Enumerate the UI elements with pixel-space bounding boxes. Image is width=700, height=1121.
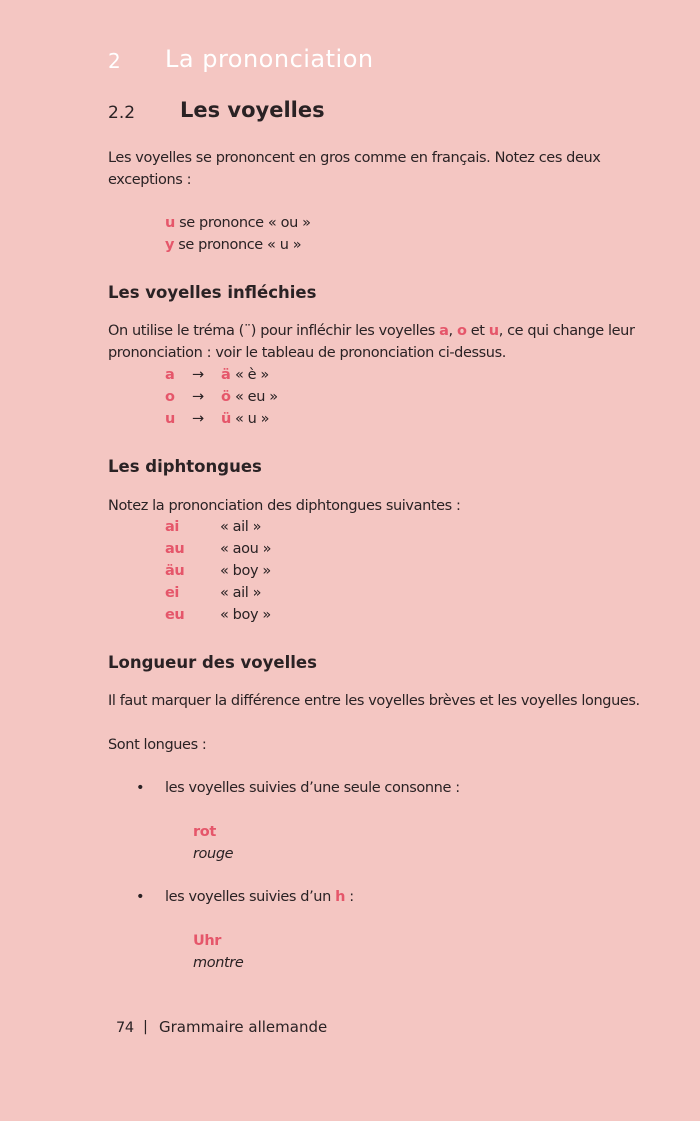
page-number: 74 xyxy=(116,1020,134,1036)
exception-text: se prononce « u » xyxy=(178,237,302,253)
bullet-text: les voyelles suivies d’une seule consonne : xyxy=(165,780,460,796)
letter: u xyxy=(165,215,175,231)
sound: « ail » xyxy=(220,519,262,535)
umlaut-vowel: ö xyxy=(221,389,231,405)
sound: « boy » xyxy=(220,607,271,623)
example-word: Uhr xyxy=(193,933,222,949)
length-text: Il faut marquer la différence entre les voyelles brèves et les voyelles longues. xyxy=(108,693,640,709)
bullet: • xyxy=(136,889,145,905)
diphthong: au xyxy=(165,541,185,557)
sound: « u » xyxy=(235,411,270,427)
umlaut-vowel: ü xyxy=(221,411,231,427)
diphthong: eu xyxy=(165,607,185,623)
example-word: rot xyxy=(193,824,216,840)
sound: « aou » xyxy=(220,541,272,557)
exception-u xyxy=(165,212,311,234)
vowel: u xyxy=(165,411,175,427)
heading-length: Longueur des voyelles xyxy=(108,653,317,672)
heading-inflected: Les voyelles infléchies xyxy=(108,283,317,302)
intro-line: Les voyelles se prononcent en gros comme en français. Notez ces deux xyxy=(108,150,601,166)
sound: « è » xyxy=(235,367,269,383)
heading-diphthongs: Les diphtongues xyxy=(108,457,262,476)
exception-text: se prononce « ou » xyxy=(179,215,311,231)
diphthong: äu xyxy=(165,563,185,579)
example-translation: rouge xyxy=(193,846,234,862)
diphthongs-intro: Notez la prononciation des diphtongues suivantes : xyxy=(108,498,461,514)
vowel: a xyxy=(165,367,175,383)
diphthong: ai xyxy=(165,519,179,535)
chapter-title: La prononciation xyxy=(165,45,374,73)
intro-line: exceptions : xyxy=(108,172,192,188)
chapter-number: 2 xyxy=(108,49,122,73)
arrow-icon: → xyxy=(192,367,204,383)
sound: « eu » xyxy=(235,389,278,405)
vowel: o xyxy=(165,389,175,405)
exception-y xyxy=(165,234,301,256)
inflected-line1: On utilise le tréma (¨) pour infléchir les voyelles a, o et u, ce qui change leur xyxy=(108,323,635,339)
bullet-text: les voyelles suivies d’un h : xyxy=(165,889,354,905)
bullet: • xyxy=(136,780,145,796)
arrow-icon: → xyxy=(192,389,204,405)
arrow-icon: → xyxy=(192,411,204,427)
letter: y xyxy=(165,237,175,253)
sound: « ail » xyxy=(220,585,262,601)
inflected-line2: prononciation : voir le tableau de prononciation ci-dessus. xyxy=(108,345,506,361)
example-translation: montre xyxy=(193,955,244,971)
section-number: 2.2 xyxy=(108,103,136,123)
footer-title: Grammaire allemande xyxy=(159,1018,328,1036)
diphthong: ei xyxy=(165,585,180,601)
sound: « boy » xyxy=(220,563,271,579)
footer-separator: | xyxy=(143,1019,148,1035)
umlaut-vowel: ä xyxy=(221,367,231,383)
length-sub: Sont longues : xyxy=(108,737,207,753)
section-title: Les voyelles xyxy=(180,98,325,122)
